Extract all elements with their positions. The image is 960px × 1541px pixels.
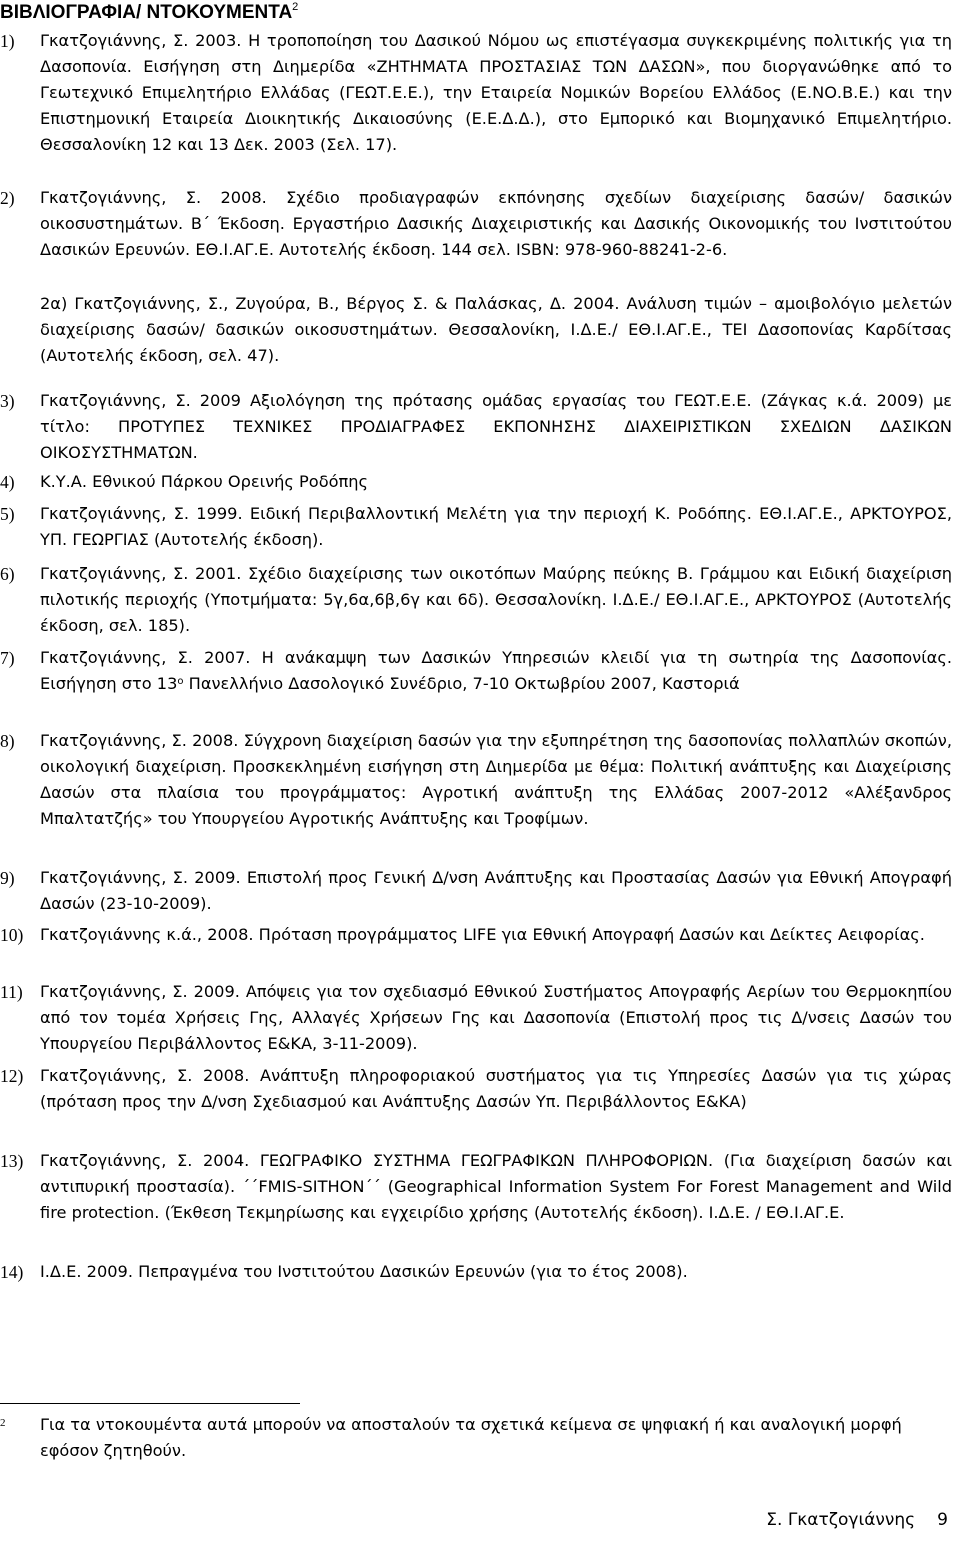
- reference-item: [0, 865, 952, 917]
- page-number: 9: [937, 1510, 948, 1530]
- reference-item: [0, 185, 952, 263]
- reference-text: Ι.Δ.Ε. 2009. Πεπραγμένα του Ινστιτούτου Δασικών Ερευνών (για το έτος 2008).: [40, 1262, 688, 1281]
- reference-number: 6): [0, 564, 15, 584]
- reference-item: [0, 979, 952, 1057]
- section-heading: [0, 2, 298, 24]
- superscript-ordinal: ο: [177, 676, 184, 687]
- reference-text: Γκατζογιάννης, Σ. 1999. Ειδική Περιβαλλοντική Μελέτη για την περιοχή Κ. Ροδόπης. ΕΘ.Ι.ΑΓ.Ε., ΑΡΚΤΟΥΡΟΣ, ΥΠ. ΓΕΩΡΓΙΑΣ (Αυτοτελής έκδοση).: [40, 504, 952, 549]
- reference-number: 2): [0, 188, 15, 208]
- heading-text: ΒΙΒΛΙΟΓΡΑΦΙΑ/ ΝΤΟΚΟΥΜΕΝΤΑ: [0, 2, 293, 23]
- reference-number: 2α): [40, 294, 68, 313]
- reference-number: 12): [0, 1066, 24, 1086]
- page-footer: [766, 1510, 948, 1530]
- heading-footnote-mark: 2: [292, 1, 299, 13]
- reference-text: Γκατζογιάννης, Σ., Ζυγούρα, Β., Βέργος Σ. & Παλάσκας, Δ. 2004. Ανάλυση τιμών – αμοιβολόγιο μελετών διαχείρισης δασών/ δασικών οικοσυστημάτων. Θεσσαλονίκη, Ι.Δ.Ε./ ΕΘ.Ι.ΑΓ.Ε., ΤΕΙ Δασοπονίας Καρδίτσας (Αυτοτελής έκδοση, σελ. 47).: [40, 294, 952, 365]
- reference-text: Γκατζογιάννης, Σ. 2009 Αξιολόγηση της πρότασης ομάδας εργασίας του ΓΕΩΤ.Ε.Ε. (Ζάγκας κ.ά. 2009) με τίτλο: ΠΡΟΤΥΠΕΣ ΤΕΧΝΙΚΕΣ ΠΡΟΔΙΑΓΡΑΦΕΣ ΕΚΠΟΝΗΣΗΣ ΔΙΑΧΕΙΡΙΣΤΙΚΩΝ ΣΧΕΔΙΩΝ ΔΑΣΙΚΩΝ ΟΙΚΟΣΥΣΤΗΜΑΤΩΝ.: [40, 391, 952, 462]
- reference-item: [0, 501, 952, 553]
- reference-text: Γκατζογιάννης, Σ. 2003. Η τροποποίηση του Δασικού Νόμου ως επιστέγασμα συγκεκριμένης πολιτικής για τη Δασοπονία. Εισήγηση στη Διημερίδα «ΖΗΤΗΜΑΤΑ ΠΡΟΣΤΑΣΙΑΣ ΤΩΝ ΔΑΣΩΝ», που διοργανώθηκε από το Γεωτεχνικό Επιμελητήριο Ελλάδας (ΓΕΩΤ.Ε.Ε.), την Εταιρεία Νομικών Βορείου Ελλάδος (Ε.ΝΟ.Β.Ε.) και την Επιστημονική Εταιρεία Διοικητικής Δικαιοσύνης (Ε.Ε.Δ.Δ.), στο Εμπορικό και Βιομηχανικό Επιμελητήριο. Θεσσαλονίκη 12 και 13 Δεκ. 2003 (Σελ. 17).: [40, 31, 952, 154]
- reference-item: [0, 1148, 952, 1226]
- reference-text: Γκατζογιάννης, Σ. 2007. Η ανάκαμψη των Δασικών Υπηρεσιών κλειδί για τη σωτηρία της Δασοπονίας. Εισήγηση στο 13: [40, 648, 952, 693]
- reference-text-continued: Πανελλήνιο Δασολογικό Συνέδριο, 7-10 Οκτωβρίου 2007, Καστοριά: [183, 674, 740, 693]
- reference-text: Γκατζογιάννης κ.ά., 2008. Πρόταση προγράμματος LIFE για Εθνική Απογραφή Δασών και Δείκτες Αειφορίας.: [40, 925, 925, 944]
- footnote: [0, 1412, 940, 1464]
- reference-item: [0, 1259, 952, 1285]
- reference-number: 9): [0, 868, 15, 888]
- reference-text: Γκατζογιάννης, Σ. 2009. Απόψεις για τον σχεδιασμό Εθνικού Συστήματος Απογραφής Αερίων του Θερμοκηπίου από τον τομέα Χρήσεις Γης, Αλλαγές Χρήσεων Γης και Δασοπονία (Επιστολή προς τις Δ/νσεις Δασών του Υπουργείου Περιβάλλοντος Ε&ΚΑ, 3-11-2009).: [40, 982, 952, 1053]
- reference-text: Γκατζογιάννης, Σ. 2008. Σχέδιο προδιαγραφών εκπόνησης σχεδίων διαχείρισης δασών/ δασικών οικοσυστημάτων. Β΄ Έκδοση. Εργαστήριο Δασικής Διαχειριστικής και Δασικής Οικονομικής του Ινστιτούτου Δασικών Ερευνών. ΕΘ.Ι.ΑΓ.Ε. Αυτοτελής έκδοση. 144 σελ. ISBN: 978-960-88241-2-6.: [40, 188, 952, 259]
- reference-text: Γκατζογιάννης, Σ. 2008. Ανάπτυξη πληροφοριακού συστήματος για τις Υπηρεσίες Δασών για τις χώρας (πρόταση προς την Δ/νση Σχεδιασμού και Ανάπτυξης Δασών Υπ. Περιβάλλοντος Ε&ΚΑ): [40, 1066, 952, 1111]
- reference-number: 7): [0, 648, 15, 668]
- reference-text: Κ.Υ.Α. Εθνικού Πάρκου Ορεινής Ροδόπης: [40, 472, 369, 491]
- reference-number: 1): [0, 31, 15, 51]
- reference-number: 8): [0, 731, 15, 751]
- footnote-mark: 2: [0, 1417, 6, 1429]
- footnote-text: Για τα ντοκουμέντα αυτά μπορούν να αποσταλούν τα σχετικά κείμενα σε ψηφιακή ή και αναλογική μορφή εφόσον ζητηθούν.: [40, 1415, 902, 1460]
- reference-number: 4): [0, 472, 15, 492]
- reference-item: [0, 1063, 952, 1115]
- reference-text: Γκατζογιάννης, Σ. 2009. Επιστολή προς Γενική Δ/νση Ανάπτυξης και Προστασίας Δασών για Εθνική Απογραφή Δασών (23-10-2009).: [40, 868, 952, 913]
- reference-item: [0, 469, 952, 495]
- reference-number: 3): [0, 391, 15, 411]
- reference-item: [0, 645, 952, 697]
- reference-item: [0, 28, 952, 158]
- reference-text: Γκατζογιάννης, Σ. 2001. Σχέδιο διαχείρισης των οικοτόπων Μαύρης πεύκης Β. Γράμμου και Ειδική διαχείριση πιλοτικής περιοχής (Υποτμήματα: 5γ,6α,6β,6γ και 6δ). Θεσσαλονίκη. Ι.Δ.Ε./ ΕΘ.Ι.ΑΓ.Ε., ΑΡΚΤΟΥΡΟΣ (Αυτοτελής έκδοση, σελ. 185).: [40, 564, 952, 635]
- reference-item: [0, 388, 952, 466]
- reference-item-sub: [40, 291, 952, 369]
- reference-number: 5): [0, 504, 15, 524]
- reference-item: [0, 922, 952, 948]
- reference-text: Γκατζογιάννης, Σ. 2004. ΓΕΩΓΡΑΦΙΚΟ ΣΥΣΤΗΜΑ ΓΕΩΓΡΑΦΙΚΩΝ ΠΛΗΡΟΦΟΡΙΩΝ. (Για διαχείριση δασών και αντιπυρική προστασία). ΄΄FMIS-SITHON΄΄ (Geographical Information System For Forest Management and Wild fire protection. (Έκθεση Τεκμηρίωσης και εγχειρίδιο χρήσης (Αυτοτελής έκδοση). Ι.Δ.Ε. / ΕΘ.Ι.ΑΓ.Ε.: [40, 1151, 952, 1222]
- reference-item: [0, 561, 952, 639]
- footnote-separator: [0, 1403, 300, 1404]
- reference-text: Γκατζογιάννης, Σ. 2008. Σύγχρονη διαχείριση δασών για την εξυπηρέτηση της δασοπονίας πολλαπλών σκοπών, οικολογική διαχείριση. Προσκεκλημένη εισήγηση στη Διημερίδα με θέμα: Πολιτική ανάπτυξης και Διαχείρισης Δασών στα πλαίσια του προγράμματος: Αγροτική ανάπτυξη της Ελλάδας 2007-2012 «Αλέξανδρος Μπαλτατζής» του Υπουργείου Αγροτικής Ανάπτυξης και Τροφίμων.: [40, 731, 952, 828]
- reference-number: 10): [0, 925, 24, 945]
- reference-number: 14): [0, 1262, 24, 1282]
- reference-number: 13): [0, 1151, 24, 1171]
- reference-number: 11): [0, 982, 23, 1002]
- footer-author: Σ. Γκατζογιάννης: [766, 1510, 916, 1530]
- reference-item: [0, 728, 952, 832]
